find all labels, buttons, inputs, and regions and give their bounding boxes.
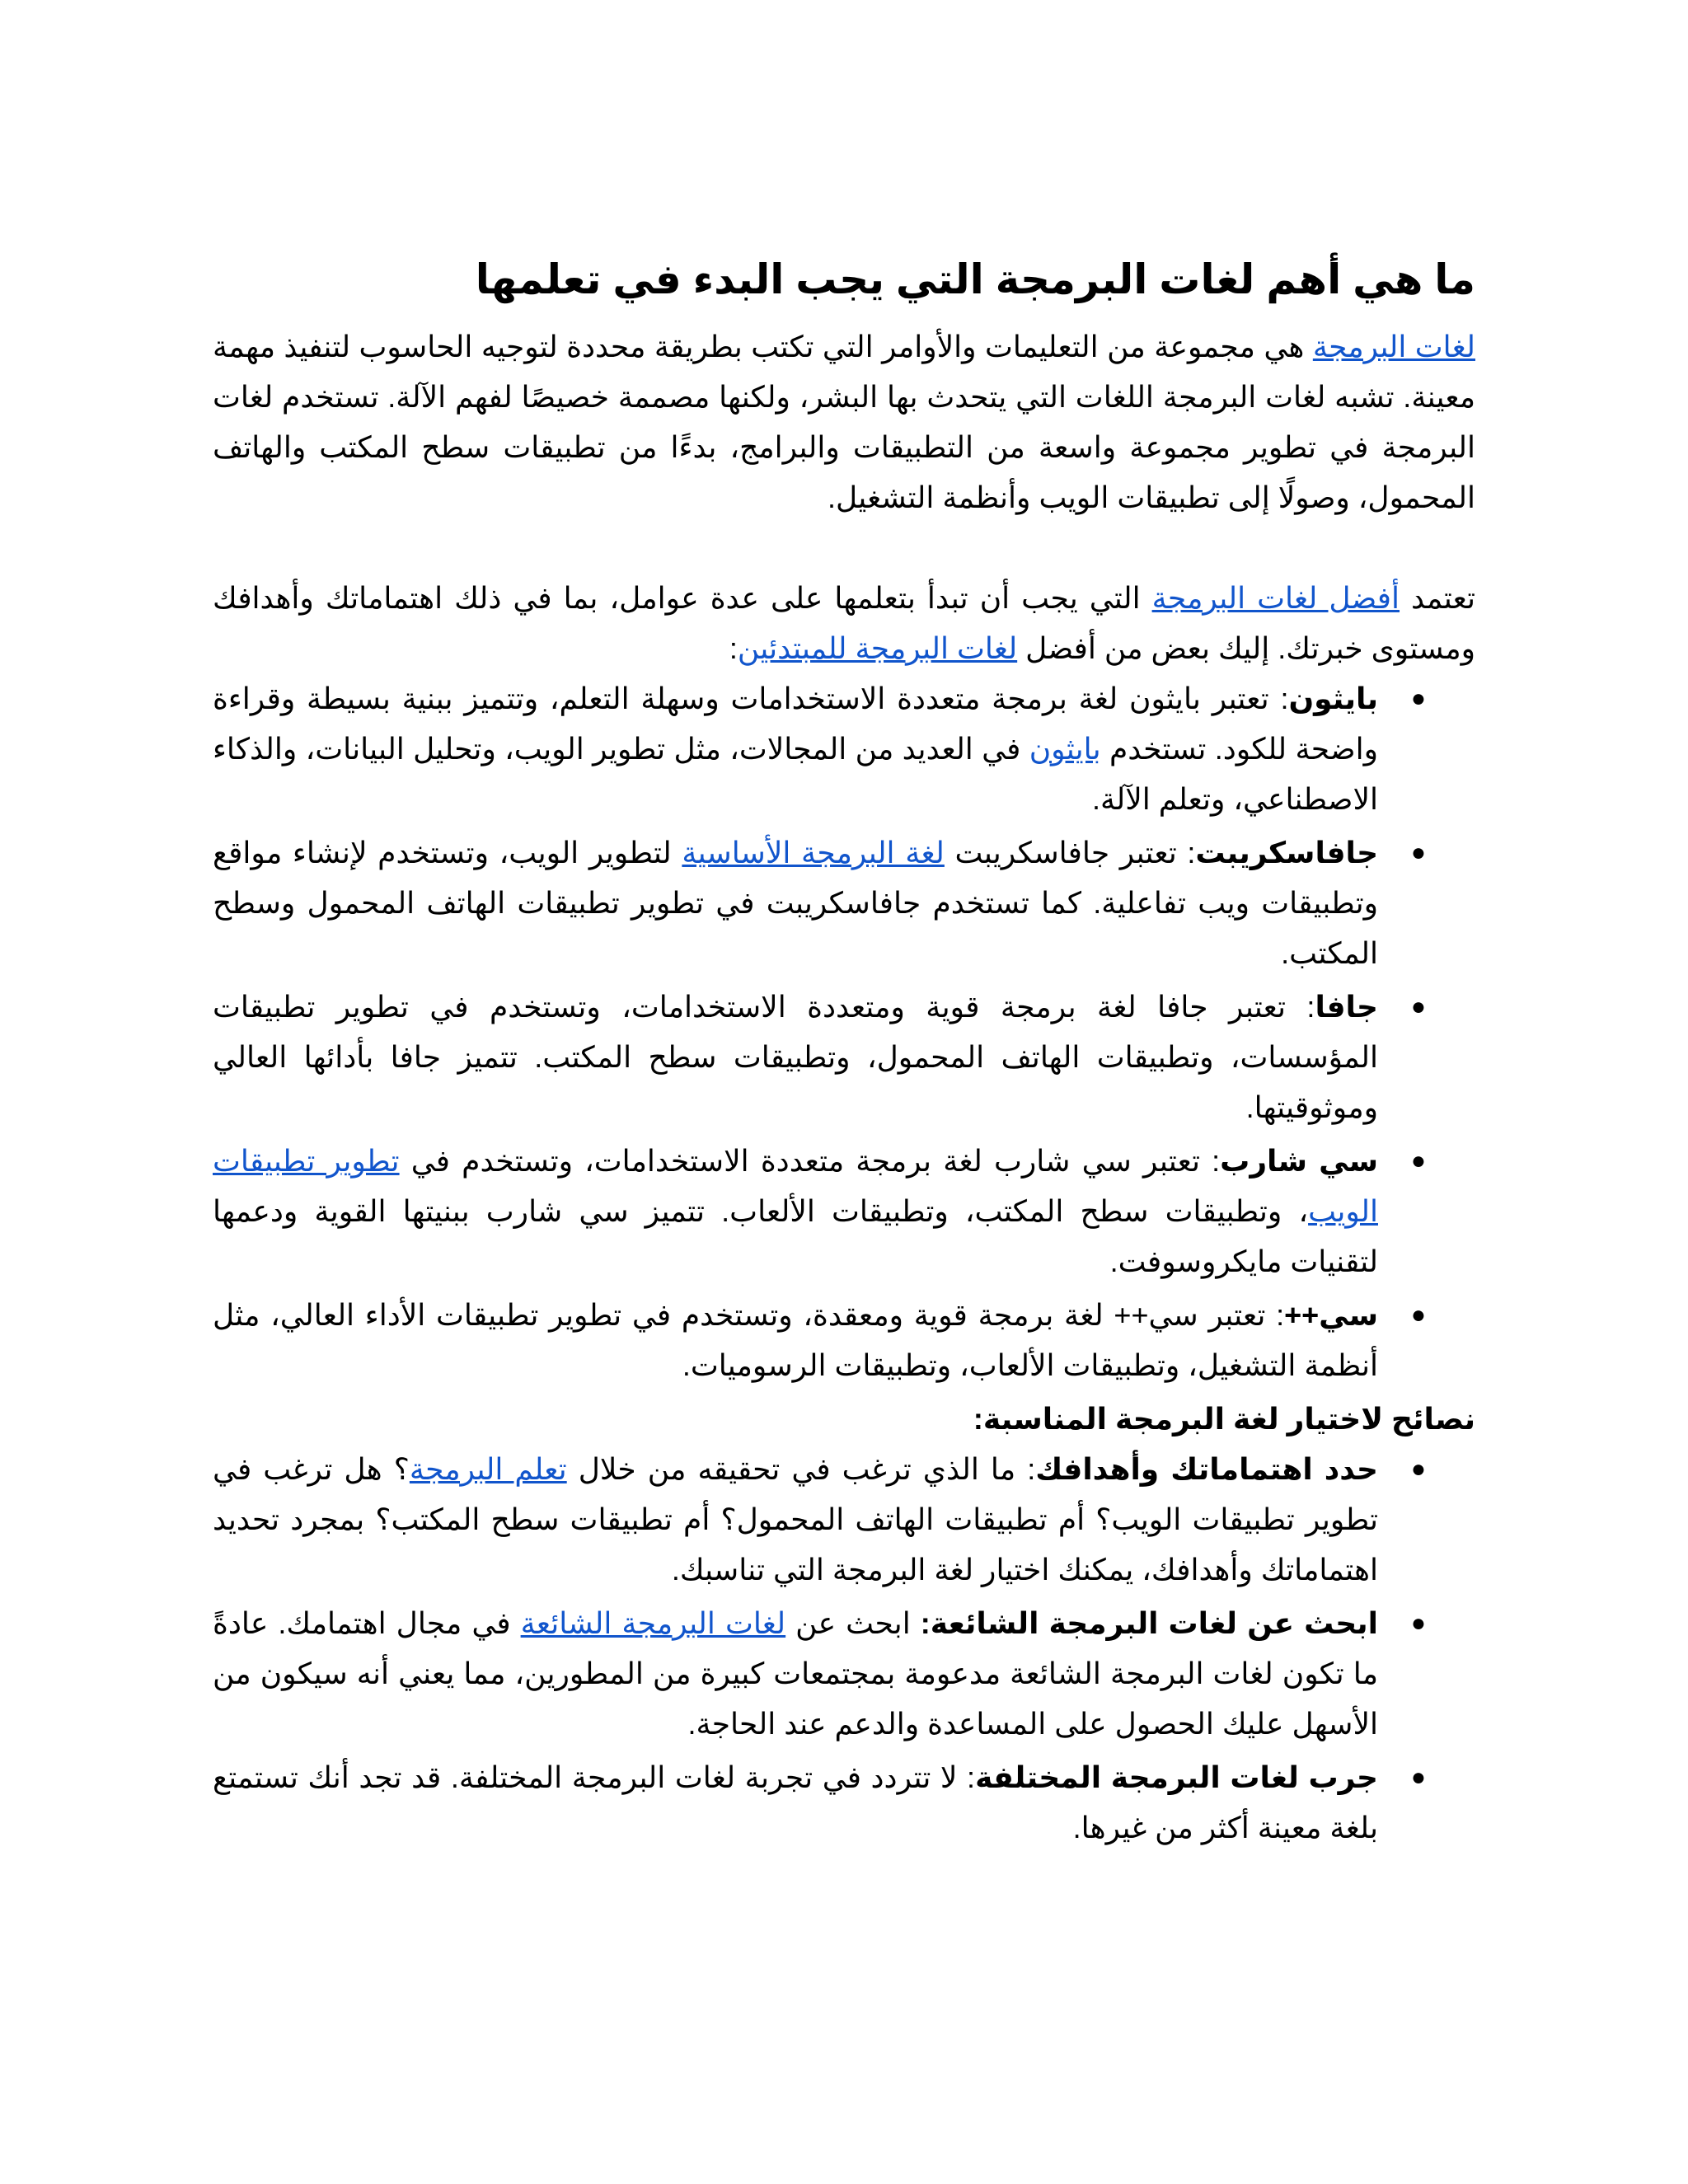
item-pre: : ما الذي ترغب في تحقيقه من خلال <box>566 1452 1036 1486</box>
bullet-icon: ● <box>1410 1764 1426 1791</box>
item-name: ابحث عن لغات البرمجة الشائعة: <box>920 1606 1379 1640</box>
bullet-icon: ● <box>1410 839 1426 866</box>
item-pre: : تعتبر سي شارب لغة برمجة متعددة الاستخدامات، وتستخدم في <box>399 1144 1221 1178</box>
bullet-icon: ● <box>1410 1610 1426 1637</box>
python-link[interactable]: بايثون <box>1029 732 1101 766</box>
list-item-java <box>213 982 1426 1132</box>
list-item-cpp <box>213 1290 1426 1390</box>
item-name: بايثون <box>1288 682 1378 715</box>
learn-programming-link[interactable]: تعلم البرمجة <box>409 1452 567 1486</box>
item-pre: : تعتبر جافا لغة برمجة قوية ومتعددة الاستخدامات، وتستخدم في تطوير تطبيقات المؤسسات، وتطبيقات الهاتف المحمول، وتطبيقات سطح المكتب. تتميز جافا بأدائها العالي وموثوقيتها. <box>213 990 1378 1124</box>
bullet-icon: ● <box>1410 1455 1426 1483</box>
item-pre: : تعتبر جافاسكريبت <box>944 836 1196 869</box>
tips-heading: نصائح لاختيار لغة البرمجة المناسبة: <box>973 1402 1475 1436</box>
bullet-icon: ● <box>1410 1147 1426 1174</box>
list-item-tip-interests <box>213 1444 1426 1595</box>
item-name: حدد اهتماماتك وأهدافك <box>1035 1452 1379 1486</box>
beginner-languages-link[interactable]: لغات البرمجة للمبتدئين <box>737 631 1018 665</box>
item-post: لتطوير الويب، وتستخدم لإنشاء مواقع وتطبيقات ويب تفاعلية. كما تستخدم جافاسكريبت في تطوير تطبيقات الهاتف المحمول وسطح المكتب. <box>213 836 1378 970</box>
item-post: في العديد من المجالات، مثل تطوير الويب، وتحليل البيانات، والذكاء الاصطناعي، وتعلم الآلة. <box>213 732 1378 816</box>
tips-list <box>213 1444 1475 1853</box>
best-languages-link[interactable]: أفضل لغات البرمجة <box>1151 581 1400 615</box>
core-language-link[interactable]: لغة البرمجة الأساسية <box>682 836 945 869</box>
item-name: جافاسكريبت <box>1195 836 1379 869</box>
item-pre: : تعتبر بايثون لغة برمجة متعددة الاستخدامات وسهلة التعلم، وتتميز ببنية بسيطة وقراءة واضحة للكود. تستخدم <box>213 682 1378 766</box>
item-name: جرب لغات البرمجة المختلفة <box>975 1760 1378 1794</box>
factors-pre: تعتمد <box>1400 581 1475 615</box>
item-pre: : تعتبر سي++ لغة برمجة قوية ومعقدة، وتستخدم في تطوير تطبيقات الأداء العالي، مثل أنظمة التشغيل، وتطبيقات الألعاب، وتطبيقات الرسوميات. <box>213 1298 1378 1382</box>
web-development-link[interactable]: تطوير تطبيقات الويب <box>213 1144 1378 1228</box>
list-item-python <box>213 673 1426 824</box>
list-item-csharp <box>213 1136 1426 1286</box>
item-pre: : لا تتردد في تجربة لغات البرمجة المختلفة. قد تجد أنك تستمتع بلغة معينة أكثر من غيرها. <box>213 1760 1378 1844</box>
bullet-icon: ● <box>1410 685 1426 712</box>
item-name: جافا <box>1315 990 1378 1024</box>
popular-languages-link[interactable]: لغات البرمجة الشائعة <box>520 1606 786 1640</box>
item-post: ، وتطبيقات سطح المكتب، وتطبيقات الألعاب. تتميز سي شارب ببنيتها القوية ودعمها لتقنيات مايكروسوفت. <box>213 1194 1378 1278</box>
languages-list <box>213 673 1475 1390</box>
item-post: ؟ هل ترغب في تطوير تطبيقات الويب؟ أم تطبيقات الهاتف المحمول؟ أم تطبيقات سطح المكتب؟ بمجرد تحديد اهتماماتك وأهدافك، يمكنك اختيار لغة البرمجة التي تناسبك. <box>213 1452 1378 1586</box>
intro-text: هي مجموعة من التعليمات والأوامر التي تكتب بطريقة محددة لتوجيه الحاسوب لتنفيذ مهمة معينة. تشبه لغات البرمجة اللغات التي يتحدث بها البشر، ولكنها مصممة خصيصًا لفهم الآلة. تستخدم لغات البرمجة في تطوير مجموعة واسعة من التطبيقات والبرامج، بدءًا من تطبيقات سطح المكتب والهاتف المحمول، وصولًا إلى تطبيقات الويب وأنظمة التشغيل. <box>213 330 1475 514</box>
factors-post: : <box>729 631 738 665</box>
bullet-icon: ● <box>1410 1301 1426 1329</box>
item-name: سي شارب <box>1220 1144 1378 1178</box>
page-title: ما هي أهم لغات البرمجة التي يجب البدء في تعلمها <box>475 256 1475 302</box>
list-item-tip-try <box>213 1752 1426 1853</box>
bullet-icon: ● <box>1410 993 1426 1020</box>
item-pre: ابحث عن <box>785 1606 921 1640</box>
item-name: سي++ <box>1284 1298 1378 1332</box>
intro-paragraph <box>213 321 1475 523</box>
list-item-tip-popular <box>213 1598 1426 1749</box>
list-item-javascript <box>213 827 1426 978</box>
factors-paragraph <box>213 573 1475 673</box>
item-post: في مجال اهتمامك. عادةً ما تكون لغات البرمجة الشائعة مدعومة بمجتمعات كبيرة من المطورين، مما يعني أنه سيكون من الأسهل عليك الحصول على المساعدة والدعم عند الحاجة. <box>213 1606 1378 1741</box>
factors-mid: التي يجب أن تبدأ بتعلمها على عدة عوامل، بما في ذلك اهتماماتك وأهدافك ومستوى خبرتك. إليك بعض من أفضل <box>213 581 1475 665</box>
programming-languages-link[interactable]: لغات البرمجة <box>1312 330 1475 363</box>
